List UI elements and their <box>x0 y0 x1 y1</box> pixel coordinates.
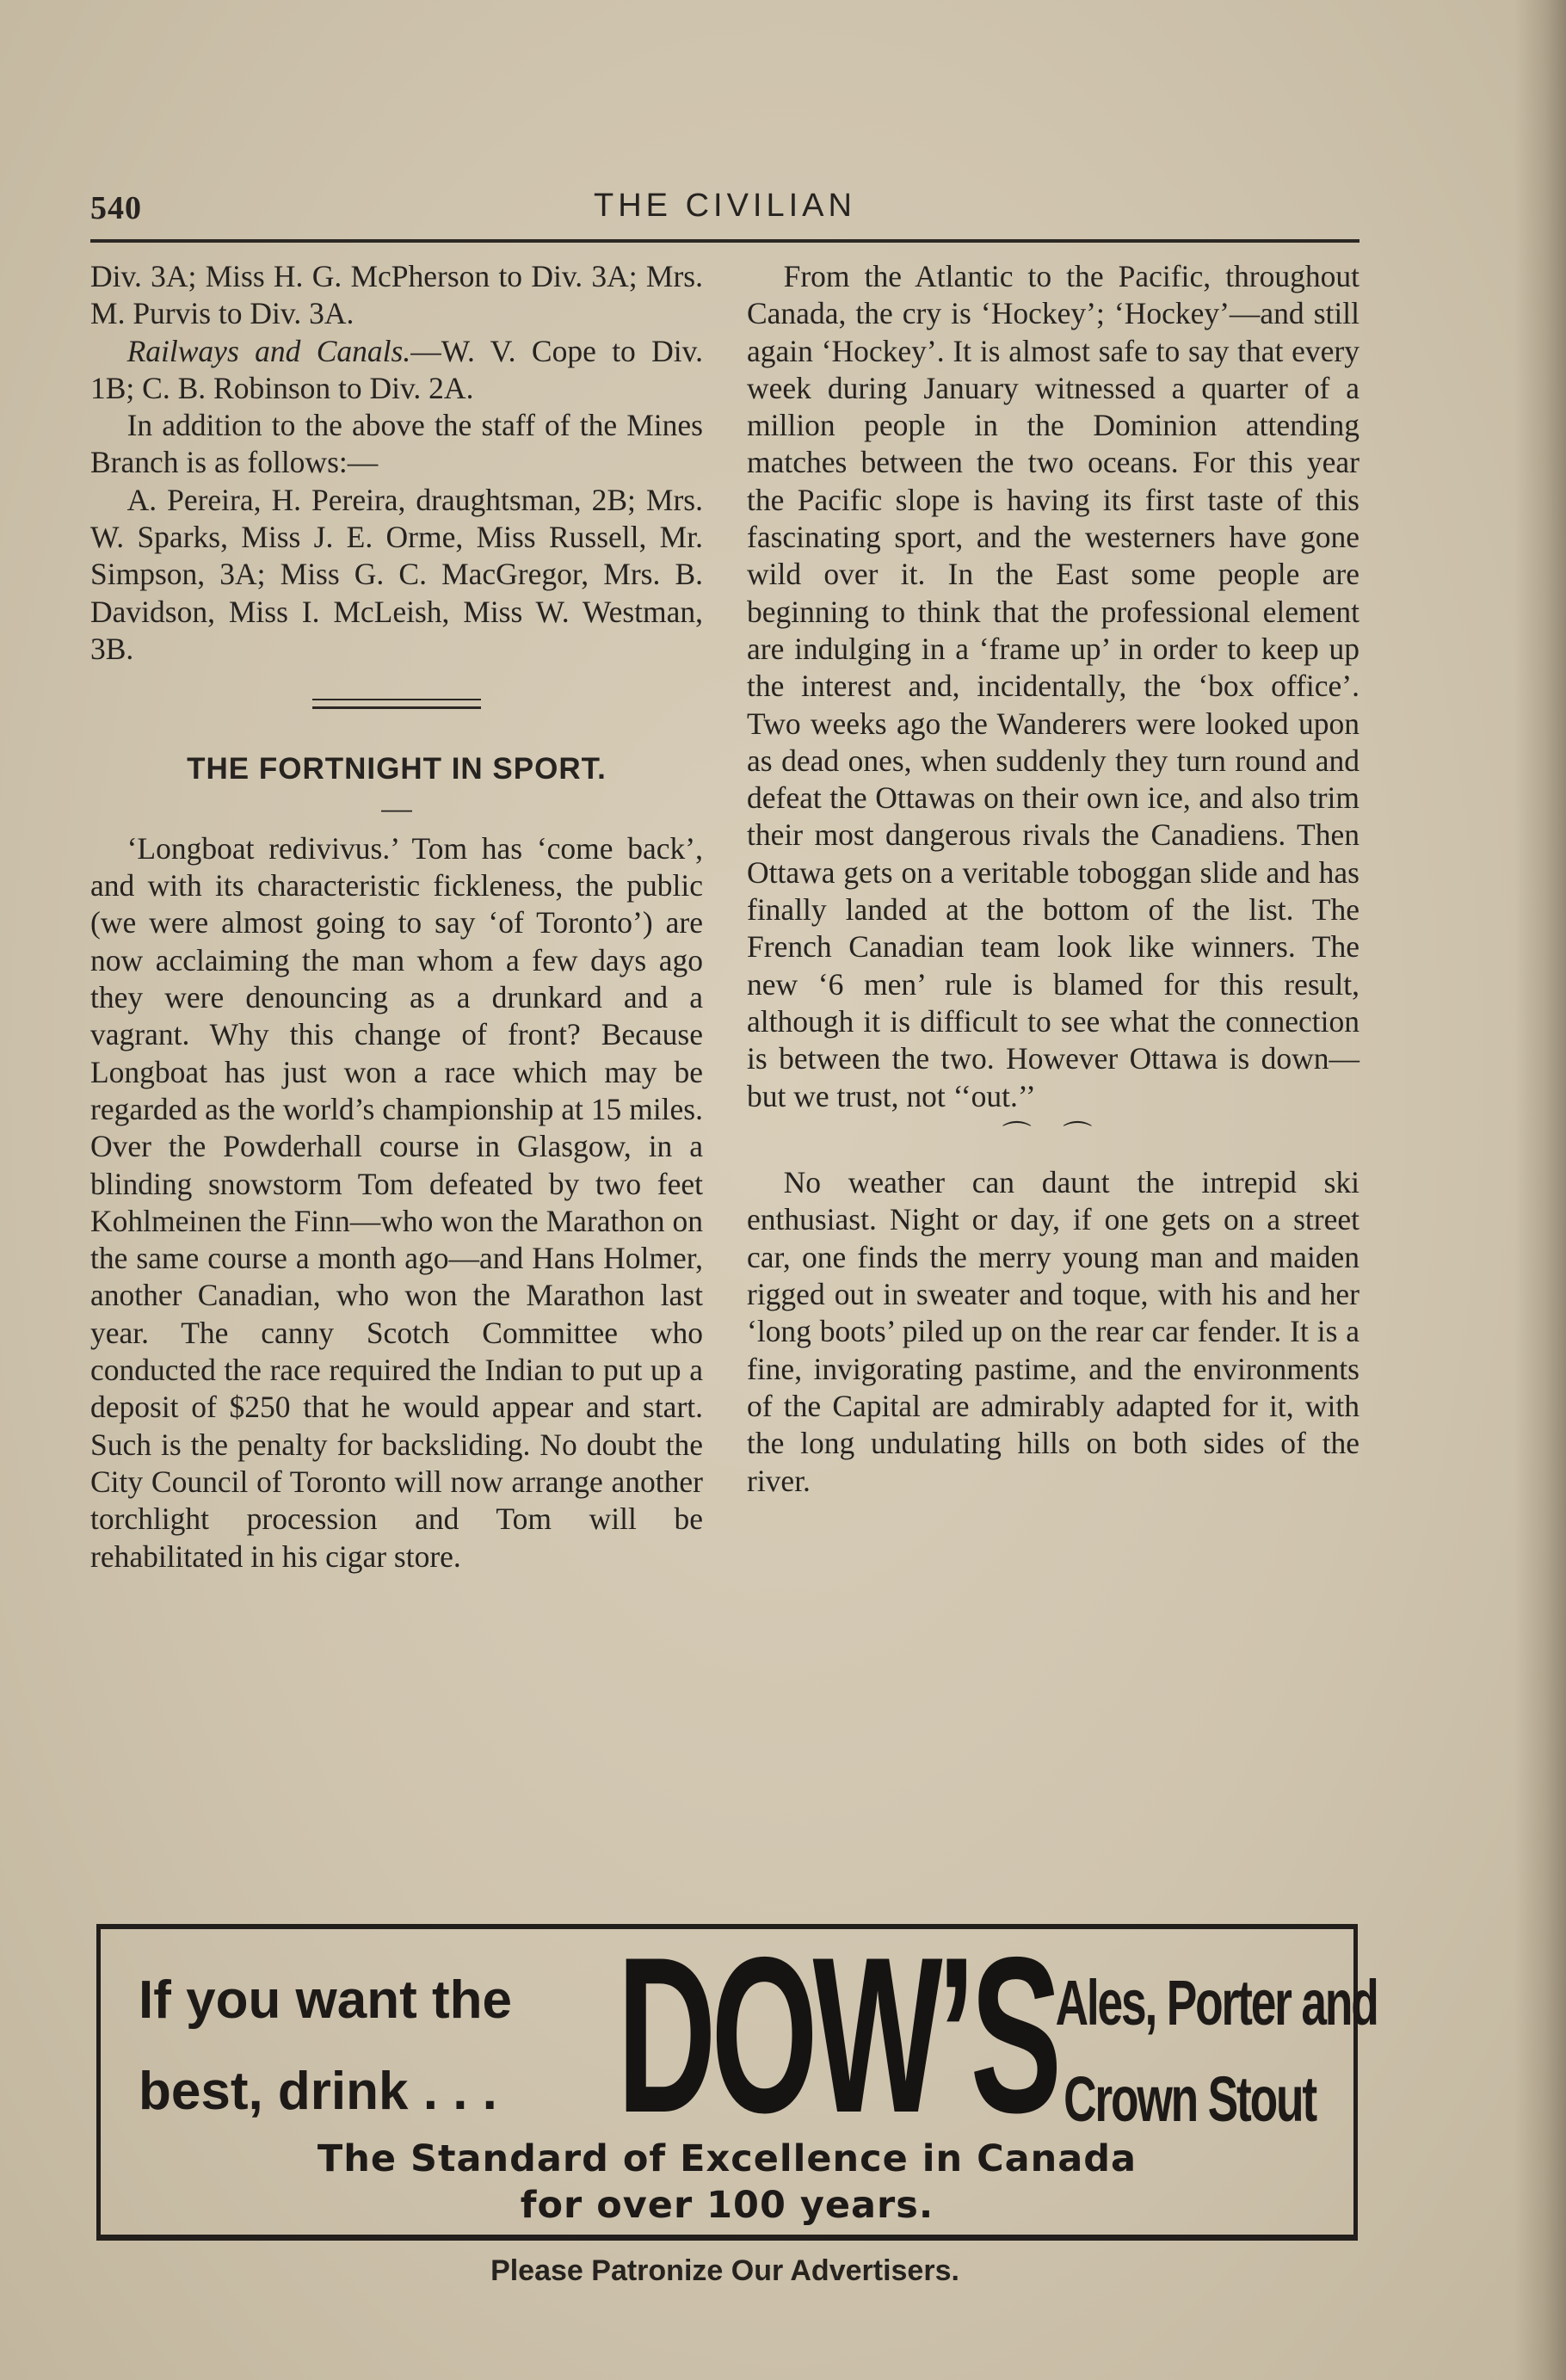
ad-brand-name: DOW’S <box>617 1910 1057 2159</box>
dows-advertisement <box>96 1910 1378 2241</box>
department-name: Railways and Canals. <box>126 333 411 368</box>
right-column <box>747 258 1359 1500</box>
ad-right-text <box>954 1955 1378 2148</box>
page-spine-shadow <box>1514 0 1566 2380</box>
ad-right-line-1: Ales, Porter and <box>1055 1967 1378 2038</box>
mines-branch-intro: In addition to the above the staff of the Mines Branch is as follows:— <box>90 408 703 480</box>
section-divider <box>312 699 481 709</box>
ad-tagline <box>101 2136 1353 2229</box>
ad-left-line-2: best, drink . . . <box>139 2062 497 2121</box>
heading-dash: — <box>381 790 412 825</box>
mines-branch-staff: A. Pereira, H. Pereira, draughtsman, 2B; Mrs. W. Sparks, Miss J. E. Orme, Miss Russell, Mr. Simpson, 3A; Miss G. C. MacGregor, Mrs. B. Davidson, Miss I. McLeish, Miss W. Westman, 3B. <box>90 482 703 666</box>
ad-left-text <box>139 1955 689 2137</box>
ornament-divider: ⌒ ⌒ <box>1002 1120 1105 1153</box>
header-rule <box>90 239 1359 243</box>
railways-canals-text: —W. V. Cope to Div. 1B; C. B. Robinson to Div. 2A. <box>90 333 703 405</box>
ski-paragraph: No weather can daunt the intrepid ski enthusiast. Night or day, if one gets on a street car, one finds the merry young man and maiden rigged out in sweater and toque, with his and her ‘long boots’ piled up on the rear car fender. It is a fine, invigorating pastime, and the environments of the Capital are admirably adapted for it, with the long undulating hills on both sides of the river. <box>747 1165 1359 1498</box>
page-number: 540 <box>90 190 142 226</box>
journal-title: THE CIVILIAN <box>594 188 856 224</box>
footer-note: Please Patronize Our Advertisers. <box>490 2254 959 2287</box>
section-heading: THE FORTNIGHT IN SPORT. <box>187 752 607 786</box>
ad-tagline-line-1: The Standard of Excellence in Canada <box>317 2137 1138 2180</box>
ad-right-line-2: Crown Stout <box>1064 2063 1316 2135</box>
longboat-paragraph: ‘Longboat redivivus.’ Tom has ‘come back’, and with its characteristic fickleness, the public (we were almost going to say ‘of Toronto’) are now acclaiming the man whom a few days ago they were denouncing as a drunkard and a vagrant. Why this change of front? Because Longboat has just won a race which may be regarded as the world’s championship at 15 miles. Over the Powderhall course in Glasgow, in a blinding snowstorm Tom defeated by two feet Kohlmeinen the Finn—who won the Marathon on the same course a month ago—and Hans Holmer, another Canadian, who won the Marathon last year. The canny Scotch Committee who conducted the race required the Indian to put up a deposit of $250 that he would appear and start. Such is the penalty for backsliding. No doubt the City Council of Toronto will now arrange another torchlight procession and Tom will be rehabilitated in his cigar store. <box>90 830 703 1574</box>
hockey-paragraph: From the Atlantic to the Pacific, throughout Canada, the cry is ‘Hockey’; ‘Hockey’—and still again ‘Hockey’. It is almost safe to say that every week during January witnessed a quarter of a million people in the Dominion attending matches between the two oceans. For this year the Pacific slope is having its first taste of this fascinating sport, and the westerners have gone wild over it. In the East some people are beginning to think that the professional element are indulging in a ‘frame up’ in order to keep up the interest and, incidentally, the ‘box office’. Two weeks ago the Wanderers were looked upon as dead ones, when suddenly they turn round and defeat the Ottawas on their own ice, and also trim their most dangerous rivals the Canadiens. Then Ottawa gets on a veritable toboggan slide and has finally landed at the bottom of the list. The French Canadian team look like winners. The new ‘6 men’ rule is blamed for this result, although it is difficult to see what the connection is between the two. However Ottawa is down—but we trust, not ‘‘out.’’ <box>747 259 1359 1113</box>
left-column <box>90 258 703 1575</box>
ad-left-line-1: If you want the <box>139 1970 512 2030</box>
running-head <box>90 182 1359 227</box>
ad-tagline-line-2: for over 100 years. <box>520 2184 934 2227</box>
railways-canals-paragraph <box>90 333 703 408</box>
staff-list-continued: Div. 3A; Miss H. G. McPherson to Div. 3A; Mrs. M. Purvis to Div. 3A. <box>90 259 703 331</box>
